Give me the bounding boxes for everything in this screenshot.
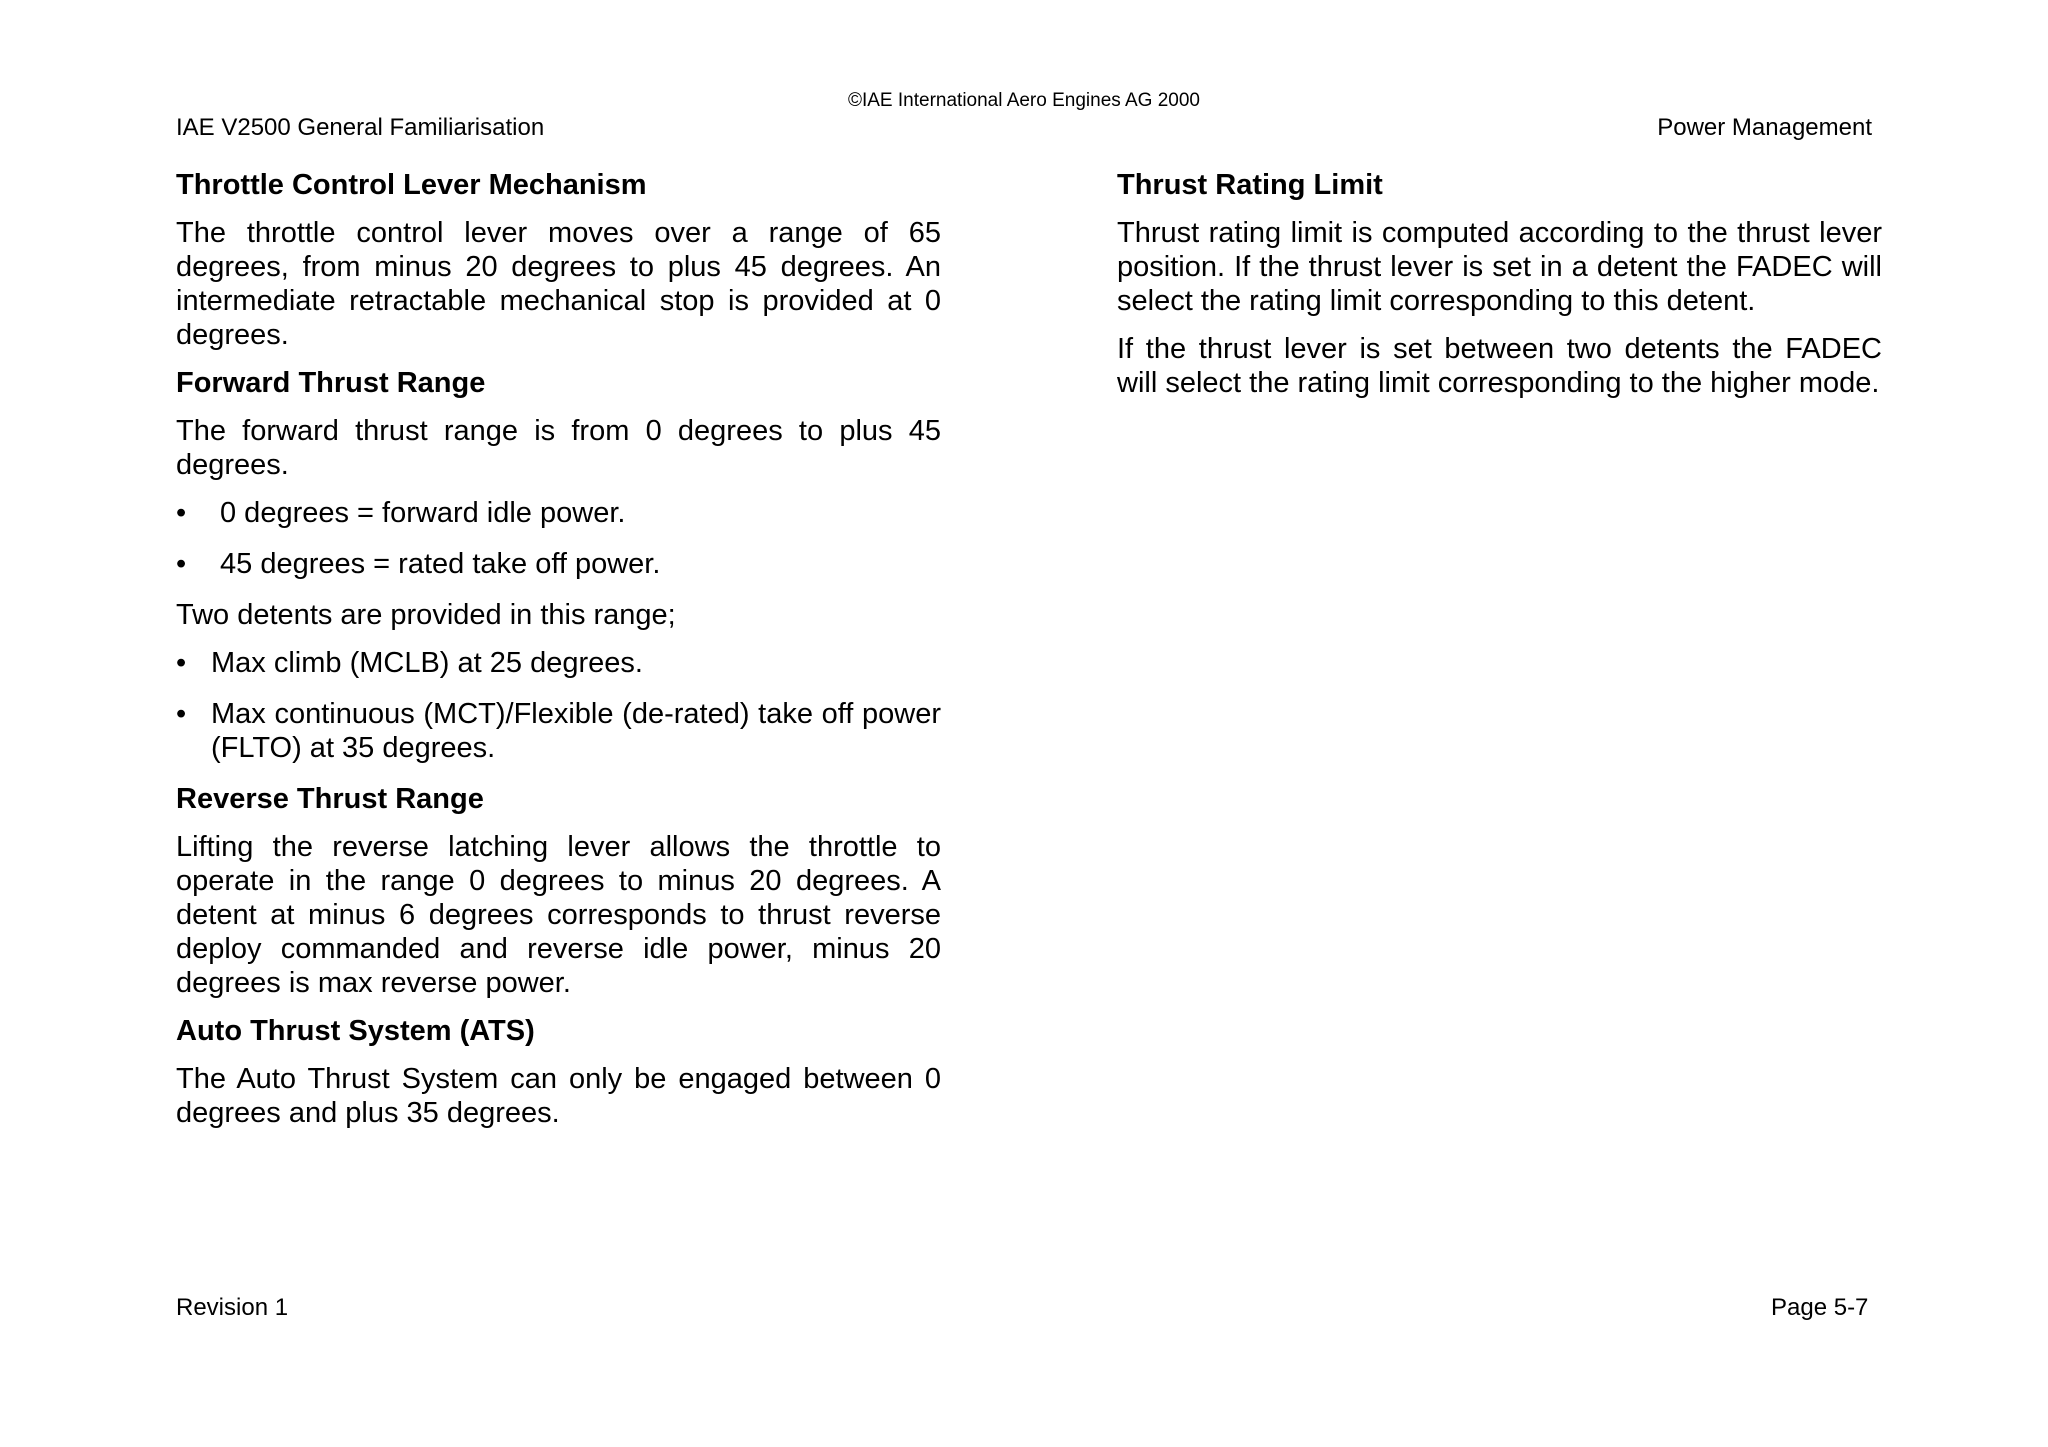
list-item-text: Max continuous (MCT)/Flexible (de-rated) take off power (FLTO) at 35 degrees. <box>211 698 941 764</box>
list-item-text: 0 degrees = forward idle power. <box>220 497 626 529</box>
bullet-icon: • <box>176 647 187 679</box>
reverse-thrust-paragraph: Lifting the reverse latching lever allows the throttle to operate in the range 0 degrees to minus 20 degrees. A detent at minus 6 degrees corresponds to thrust reverse deploy commanded and reverse idle power, minus 20 degrees is max reverse power. <box>176 831 941 999</box>
document-title: IAE V2500 General Familiarisation <box>176 114 545 141</box>
forward-thrust-heading: Forward Thrust Range <box>176 367 486 399</box>
list-item-text: 45 degrees = rated take off power. <box>220 548 661 580</box>
section-title: Power Management <box>1657 114 1872 141</box>
detents-intro: Two detents are provided in this range; <box>176 599 676 631</box>
revision-label: Revision 1 <box>176 1294 289 1321</box>
left-column <box>176 168 941 1144</box>
bullet-icon: • <box>176 548 187 580</box>
list-item <box>176 646 941 680</box>
throttle-paragraph: The throttle control lever moves over a range of 65 degrees, from minus 20 degrees to plus 45 degrees. An intermediate retractable mechanical stop is provided at 0 degrees. <box>176 217 941 351</box>
thrust-rating-paragraph-2: If the thrust lever is set between two detents the FADEC will select the rating limit corresponding to the higher mode. <box>1117 333 1882 399</box>
thrust-rating-heading: Thrust Rating Limit <box>1117 169 1383 201</box>
right-column <box>1117 168 1882 414</box>
bullet-icon: • <box>176 497 187 529</box>
page-number: Page 5-7 <box>1771 1294 1869 1321</box>
list-item <box>176 697 941 765</box>
ats-heading: Auto Thrust System (ATS) <box>176 1015 535 1047</box>
list-item <box>176 547 941 581</box>
list-item-text: Max climb (MCLB) at 25 degrees. <box>211 647 643 679</box>
throttle-heading: Throttle Control Lever Mechanism <box>176 169 647 201</box>
reverse-thrust-heading: Reverse Thrust Range <box>176 783 484 815</box>
forward-thrust-paragraph: The forward thrust range is from 0 degrees to plus 45 degrees. <box>176 415 941 481</box>
copyright-notice: ©IAE International Aero Engines AG 2000 <box>847 90 1200 111</box>
bullet-icon: • <box>176 698 187 730</box>
list-item <box>176 496 941 530</box>
ats-paragraph: The Auto Thrust System can only be engaged between 0 degrees and plus 35 degrees. <box>176 1063 941 1129</box>
thrust-rating-paragraph-1: Thrust rating limit is computed according to the thrust lever position. If the thrust lever is set in a detent the FADEC will select the rating limit corresponding to this detent. <box>1117 217 1882 317</box>
